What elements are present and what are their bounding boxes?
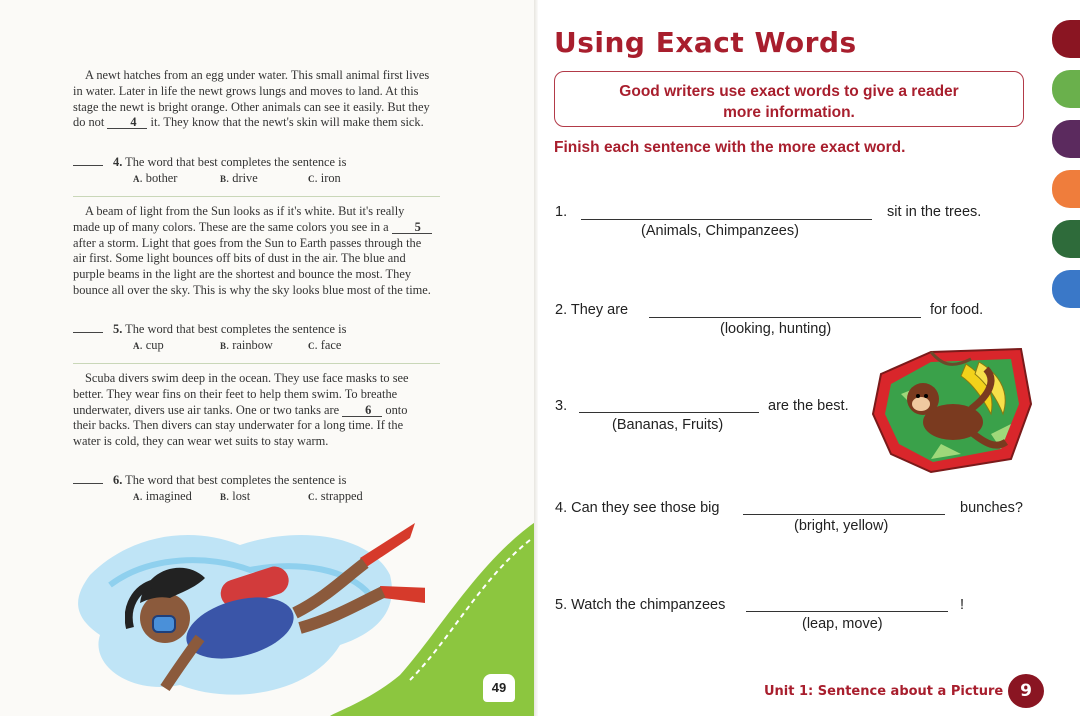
question-number: 5. (113, 322, 123, 336)
passage-text: A beam of light from the Sun looks as if it's white. But it's really made up of many colors. These are the same colors you see in a (73, 204, 405, 234)
question-text: The word that best completes the sentence is (125, 322, 347, 336)
blank-5: 5 (392, 221, 432, 234)
choice-b[interactable]: B. drive (220, 171, 258, 185)
choice-b[interactable]: B. rainbow (220, 338, 273, 352)
answer-line-4[interactable] (743, 514, 945, 515)
answer-line-4[interactable] (73, 165, 103, 166)
chimpanzee-illustration (871, 344, 1034, 474)
section-tab-red[interactable] (1052, 20, 1080, 58)
answer-line-1[interactable] (581, 219, 872, 220)
question-number: 4. (113, 155, 123, 169)
unit-footer: Unit 1: Sentence about a Picture (764, 684, 1004, 699)
item-5-suffix: ! (960, 597, 965, 613)
page-number-left: 49 (483, 674, 515, 702)
divider (73, 196, 440, 197)
item-4-hint: (bright, yellow) (794, 518, 889, 534)
answer-line-2[interactable] (649, 317, 921, 318)
rule-line: more information. (723, 104, 855, 121)
question-text: The word that best completes the sentence is (125, 473, 347, 487)
passage-scuba (73, 371, 433, 450)
scuba-diver-illustration (125, 518, 425, 708)
question-6 (73, 473, 346, 488)
item-5-prefix: 5. Watch the chimpanzees (555, 597, 726, 613)
answer-line-5[interactable] (746, 611, 948, 612)
choice-c[interactable]: C. iron (308, 171, 341, 185)
section-tab-blue[interactable] (1052, 270, 1080, 308)
answer-line-6[interactable] (73, 483, 103, 484)
passage-text: Scuba divers swim deep in the ocean. They use face masks to see better. They wear fins on their feet to help them swim. To breathe underwater, divers use air tanks. One or two tanks are (73, 371, 409, 417)
choice-c[interactable]: C. strapped (308, 489, 363, 503)
choice-b[interactable]: B. lost (220, 489, 251, 503)
choice-a[interactable]: A. cup (133, 338, 164, 352)
rule-box (554, 71, 1024, 127)
item-2-suffix: for food. (930, 302, 984, 318)
passage-text: it. They know that the newt's skin will make them sick. (150, 115, 424, 130)
answer-line-3[interactable] (579, 412, 759, 413)
left-page (0, 0, 538, 716)
section-tab-orange[interactable] (1052, 170, 1080, 208)
item-3-hint: (Bananas, Fruits) (612, 417, 724, 433)
passage-text: A newt hatches from an egg under water. This small animal first lives in water. Later in life the newt grows lungs and moves to land. At this stage the newt is bright orange. Other animals can see it easily. But they do not (73, 68, 430, 130)
rule-line: Good writers use exact words to give a reader (619, 83, 959, 100)
question-number: 6. (113, 473, 123, 487)
instruction: Finish each sentence with the more exact word. (554, 139, 906, 156)
item-4-prefix: 4. Can they see those big (555, 500, 720, 516)
section-tab-dark-green[interactable] (1052, 220, 1080, 258)
choice-a[interactable]: A. bother (133, 171, 178, 185)
section-tab-green[interactable] (1052, 70, 1080, 108)
page-number-right: 9 (1008, 674, 1044, 708)
blank-4: 4 (107, 116, 147, 129)
item-2-hint: (looking, hunting) (720, 321, 832, 337)
question-text: The word that best completes the sentence is (125, 155, 347, 169)
question-5 (73, 322, 346, 337)
choice-a[interactable]: A. imagined (133, 489, 192, 503)
answer-line-5[interactable] (73, 332, 103, 333)
passage-text: onto their backs. Then divers can stay underwater for a long time. If the water is cold, they can wear wet suits to stay warm. (73, 402, 408, 449)
passage-text: after a storm. Light that goes from the Sun to Earth passes through the air first. Some light bounces off bits of dust in the air. The blue and purple beams in the light are the shortest and bounce the most. They bounce all over the sky. This is why the sky looks blue most of the time. (73, 235, 431, 297)
item-1-hint: (Animals, Chimpanzees) (641, 223, 799, 239)
section-tab-purple[interactable] (1052, 120, 1080, 158)
passage-newt (73, 68, 433, 131)
choice-c[interactable]: C. face (308, 338, 342, 352)
question-4 (73, 155, 346, 170)
item-4-suffix: bunches? (960, 500, 1023, 516)
right-page (538, 0, 1080, 716)
divider (73, 363, 440, 364)
item-5-hint: (leap, move) (802, 616, 883, 632)
item-3-prefix: 3. (555, 398, 568, 414)
item-2-prefix: 2. They are (555, 302, 629, 318)
passage-light (73, 204, 433, 299)
item-1-prefix: 1. (555, 204, 568, 220)
page-title: Using Exact Words (554, 26, 857, 59)
blank-6: 6 (342, 404, 382, 417)
item-3-suffix: are the best. (768, 398, 849, 414)
item-1-suffix: sit in the trees. (887, 204, 982, 220)
